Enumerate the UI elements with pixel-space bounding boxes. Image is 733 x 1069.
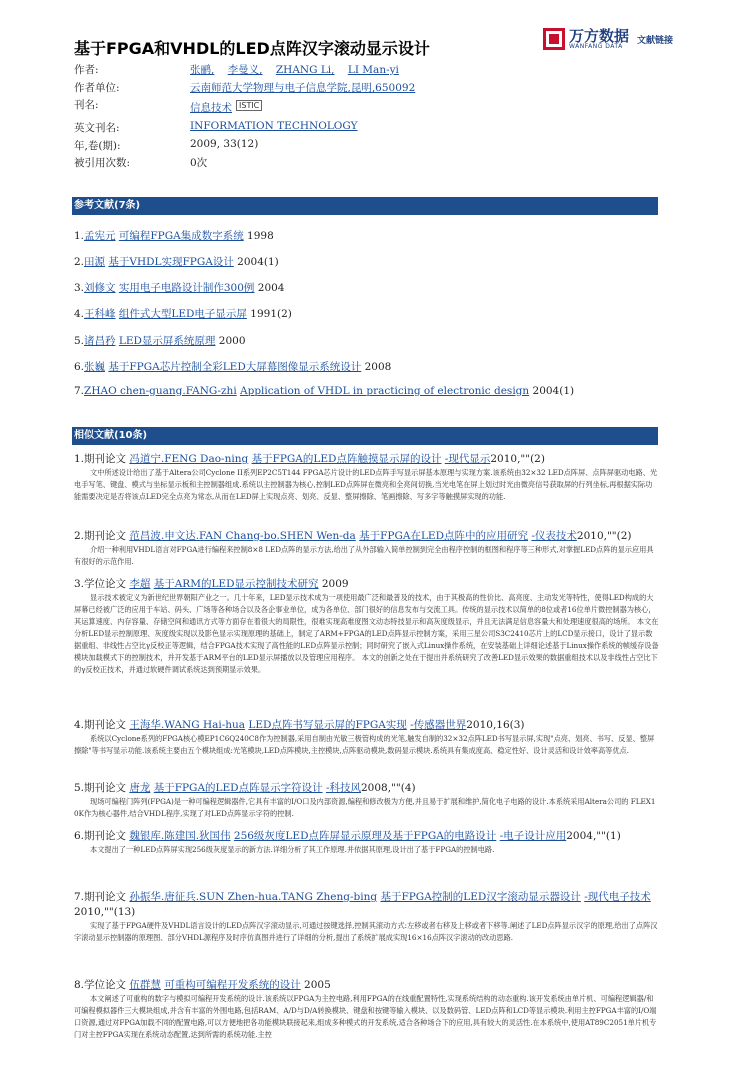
similar-title-link[interactable]: 基于FPGA的LED点阵显示字符设计 [153,782,323,794]
similar-title-link[interactable]: 基于ARM的LED显示控制技术研究 [153,578,319,590]
similar-source-link[interactable]: -现代电子技术 [584,891,651,903]
similar-info: 2010,""(2) [576,530,632,542]
reference-num: 7. [74,385,85,397]
similar-abstract: 系统以Cyclone系列的FPGA核心模EP1C6Q240C8作为控制器,采用自制由光敏三极管构成的光笔,触发自制的32×32点阵LED书写显示屏,实现"点亮、划亮、书写、反显、整屏擦除"等书写显示功能.该系统主要由五个模块组成:光笔模块,LED点阵模块,主控模块,点阵驱动模块,数码显示模块.系统具有集成度高、稳定性好、设计灵活和设计效率高等优点. [74,734,655,755]
reference-item [74,254,279,269]
author-link[interactable]: 李曼义, [227,64,263,76]
reference-item [74,333,246,348]
similar-source-link[interactable]: -科技风 [325,782,361,794]
reference-info: 2004(1) [529,385,575,397]
similar-abstract: 介绍一种利用VHDL语言对FPGA进行编程来控制8×8 LED点阵的显示方法,给出了从外部输入简单控制到完全由程序控制的框图和程序等三种形式,对掌握LED点阵的显示应用具有很好的示范作用. [74,545,654,566]
year-value: 2009, 33(12) [190,138,259,150]
similar-title-link[interactable]: 256级灰度LED点阵屏显示原理及基于FPGA的电路设计 [233,830,497,842]
cited-label: 被引用次数: [74,157,131,169]
reference-info: 2004(1) [233,256,279,268]
similar-author-link[interactable]: 李超 [129,578,151,590]
similar-prefix: 7.期刊论文 [74,891,130,903]
similar-item [74,718,659,757]
similar-abstract: 显示技术被定义为新世纪世界朝阳产业之一。几十年来，LED显示技术成为一项使用最广泛和最普及的技术，由于其极高的性价比、高亮度、主动发光等特性，使得LED构成的大屏幕已经被广泛的应用于车站、码头、广场等各种场合以及各企事业单位，成为各单位、部门很好的信息发布与交流工具。传统的显示技术以简单的8位或者16位单片微控制器为核心，其运算速度、内存容量、存储空间和通讯方式等方面存在着很大的局限性，很难实现高难度图文动态特技显示和高灰度级显示，并且无法满足信息容量大和处理速度很高的场所。 本文在分析LED显示控制原理、灰度级实现以及影色显示实现原理的基础上，制定了ARM+FPGA的LED点阵显示控制方案，采用三星公司S3C2410芯片上的LCD显示接口，设计了显示数据重组、非线性占空比γ反校正等逻辑，结合FPGA技术实现了高性能的LED点阵显示控制；同时研究了嵌入式Linux操作系统，在安装基础上详细论述基于Linux操作系统的帧缓存设备模块加载模式下的控制技术，并开发基于ARM平台的LED显示屏播放以及管理应用程序。 本文的创新之处在于提出并系统研究了改善LED显示效果的数据重组技术以及非线性占空比下的γ反校正技术，并通过软硬件调试系统达到预期显示效果。 [74,593,659,674]
similar-prefix: 4.期刊论文 [74,719,130,731]
reference-title-link[interactable]: 基于FPGA芯片控制全彩LED大屏幕图像显示系统设计 [108,361,362,373]
similar-title-link[interactable]: 基于FPGA控制的LED汉字滚动显示器设计 [380,891,581,903]
similar-prefix: 8.学位论文 [74,979,130,991]
similar-info: 2009 [321,578,349,590]
reference-info: 1991(2) [246,308,292,320]
reference-title-link[interactable]: 可编程FPGA集成数字系统 [118,230,244,242]
reference-title-link[interactable]: Application of VHDL in practicing of electronic design [240,385,530,397]
similar-author-link[interactable]: 伍群慧 [129,979,161,991]
similar-source-link[interactable]: -电子设计应用 [499,830,567,842]
similar-item [74,577,659,676]
reference-author-link[interactable]: 孟宪元 [84,230,116,242]
similar-title-link[interactable]: 基于FPGA在LED点阵中的应用研究 [359,530,529,542]
similar-prefix: 5.期刊论文 [74,782,130,794]
author-link[interactable]: 张鹂, [190,64,215,76]
similar-abstract: 实现了基于FPGA硬件及VHDL语言设计的LED点阵汉字滚动显示,可通过按键选择,控制其滚动方式:左移或者右移及上移或者下移等.阐述了LED点阵显示汉字的原理,给出了点阵汉字滚动显示控制器的原理图、部分VHDL源程序及时序仿真图并进行了详细的分析,提出了系统扩展成实现16×16点阵汉字滚动的改动思路. [74,921,658,942]
istic-badge: ISTIC [236,100,262,111]
reference-item [74,280,284,295]
affiliation-label: 作者单位: [74,82,120,94]
similar-info: 2010,""(13) [74,906,136,918]
reference-item [74,385,574,397]
reference-title-link[interactable]: 组件式大型LED电子显示屏 [118,308,247,320]
authors [190,62,409,77]
similar-title-link[interactable]: 可重构可编程开发系统的设计 [164,979,301,991]
similar-prefix: 3.学位论文 [74,578,130,590]
similar-item [74,829,659,856]
similar-item [74,781,659,820]
reference-info: 2004 [254,282,285,294]
logo-tag: 文献链接 [637,35,674,46]
similar-item [74,890,659,944]
author-link[interactable]: ZHANG Li, [275,64,335,76]
similar-info: 2010,""(2) [490,453,545,465]
affiliation-link[interactable]: 云南师范大学物理与电子信息学院,昆明,650092 [190,82,416,94]
similar-abstract: 现场可编程门阵列(FPGA)是一种可编程逻辑器件,它具有丰富的I/O口及内部资源,编程和修改极为方便,并且易于扩展和维护,简化电子电路的设计.本系统采用Altera公司的 FLEX10K作为核心器件,结合VHDL程序,实现了对LED点阵显示字符的控制. [74,797,656,818]
similar-author-link[interactable]: 冯道宁.FENG Dao-ning [129,453,249,465]
author-link[interactable]: LI Man-yi [347,64,399,76]
similar-item [74,978,659,1041]
similar-item [74,452,659,503]
page-title: 基于FPGA和VHDL的LED点阵汉字滚动显示设计 [74,39,430,58]
similar-author-link[interactable]: 魏银库.陈建国.狄国伟 [129,830,231,842]
similar-info: 2005 [304,979,331,991]
reference-author-link[interactable]: 张巍 [84,361,106,373]
reference-num: 5. [74,335,85,347]
reference-num: 1. [74,230,85,242]
en-journal-link[interactable]: INFORMATION TECHNOLOGY [190,120,358,132]
wanfang-logo[interactable] [543,28,673,50]
similar-title-link[interactable]: 基于FPGA的LED点阵触摸显示屏的设计 [251,453,442,465]
similar-abstract: 本文阐述了可重构的数字与模拟可编程开发系统的设计.该系统以FPGA为主控电路,利用FPGA的在线重配置特性,实现系统结构的动态重构.该开发系统由单片机、可编程逻辑器/和可编程模拟器件三大模块组成,并含有丰富的外围电路,包括RAM、A/D与D/A转换模块、键盘和按键等输入模块、以及数码管、LED点阵和LCD等显示模块.利用主控FPGA丰富的I/O端口资源,通过对FPGA加载不同的配置电路,可以方便地把各功能模块联接起来,组成多种模式的开发系统,适合各种场合下的应用,具有较大的灵活性.在本系统中,使用AT89C2051单片机专门对主控FPGA实现在系统动态配置,达到所需的系统功能.主控 [74,994,657,1039]
author-label: 作者: [74,64,99,76]
similar-info: 2004,""(1) [566,830,621,842]
journal-link[interactable]: 信息技术 [190,102,232,114]
similar-info: 2010,16(3) [466,719,525,731]
similar-source-link[interactable]: -仪表技术 [531,530,577,542]
reference-info: 2008 [361,361,392,373]
reference-title-link[interactable]: 实用电子电路设计制作300例 [118,282,255,294]
journal-label: 刊名: [74,99,99,111]
similar-author-link[interactable]: 唐龙 [129,782,151,794]
reference-title-link[interactable]: 基于VHDL实现FPGA设计 [108,256,234,268]
similar-author-link[interactable]: 范昌波.申文达.FAN Chang-bo.SHEN Wen-da [129,530,356,542]
similar-author-link[interactable]: 王海华.WANG Hai-hua [129,719,246,731]
similar-abstract: 本文提出了一种LED点阵屏实现256级灰度显示的新方法.详细分析了其工作原理.并依据其原理,设计出了基于FPGA的控制电路. [90,845,495,854]
similar-prefix: 1.期刊论文 [74,453,130,465]
references-header: 参考文献(7条) [72,197,658,214]
similar-author-link[interactable]: 孙振华.唐征兵.SUN Zhen-hua.TANG Zheng-bing [129,891,378,903]
logo-cn: 万方数据 [569,26,630,45]
reference-num: 3. [74,282,85,294]
reference-info: 1998 [243,230,274,242]
similar-source-link[interactable]: -现代显示 [444,453,491,465]
reference-author-link[interactable]: 诸昌矜 [84,335,116,347]
cited-value: 0次 [190,157,208,169]
similar-title-link[interactable]: LED点阵书写显示屏的FPGA实现 [248,719,407,731]
reference-num: 4. [74,308,85,320]
reference-author-link[interactable]: 王科峰 [84,308,116,320]
similar-item [74,529,659,568]
year-label: 年,卷(期): [74,140,121,152]
reference-item [74,359,391,374]
reference-item [74,306,292,321]
similar-prefix: 2.期刊论文 [74,530,130,542]
reference-title-link[interactable]: LED显示屏系统原理 [118,335,216,347]
reference-author-link[interactable]: 田源 [84,256,106,268]
divider [72,214,658,215]
wanfang-logo-icon [543,28,565,50]
logo-en: WANFANG DATA [569,42,623,50]
similar-info: 2008,""(4) [361,782,416,794]
reference-num: 6. [74,361,85,373]
reference-author-link[interactable]: 刘修文 [84,282,116,294]
similar-prefix: 6.期刊论文 [74,830,130,842]
reference-num: 2. [74,256,85,268]
reference-author-link[interactable]: ZHAO chen-guang.FANG-zhi [84,385,237,397]
divider [72,444,658,445]
reference-info: 2000 [215,335,246,347]
similar-header: 相似文献(10条) [72,427,658,444]
en-journal-label: 英文刊名: [74,122,120,134]
similar-source-link[interactable]: -传感器世界 [410,719,467,731]
reference-item [74,228,274,243]
similar-abstract: 文中所述设计给出了基于Altera公司Cyclone II系列EP2C5T144 FPGA芯片设计的LED点阵手写显示屏基本原理与实现方案.该系统由32×32 LED点阵屏、点阵屏驱动电路、光电手写笔、键盘、模式与坐标显示板和主控制器组成.系统以主控制器为核心,控制LED点阵屏在微亮和全亮间切换,当光电笔在屏上划过时光由微亮信号获取屏的行列坐标,再根据实际功能需要决定是否将该点LED完全点亮为常态,从而在LED屏上实现点亮、划亮、反显、整屏擦除、笔画擦除、写多字等触摸屏实现的功能. [74,468,658,501]
